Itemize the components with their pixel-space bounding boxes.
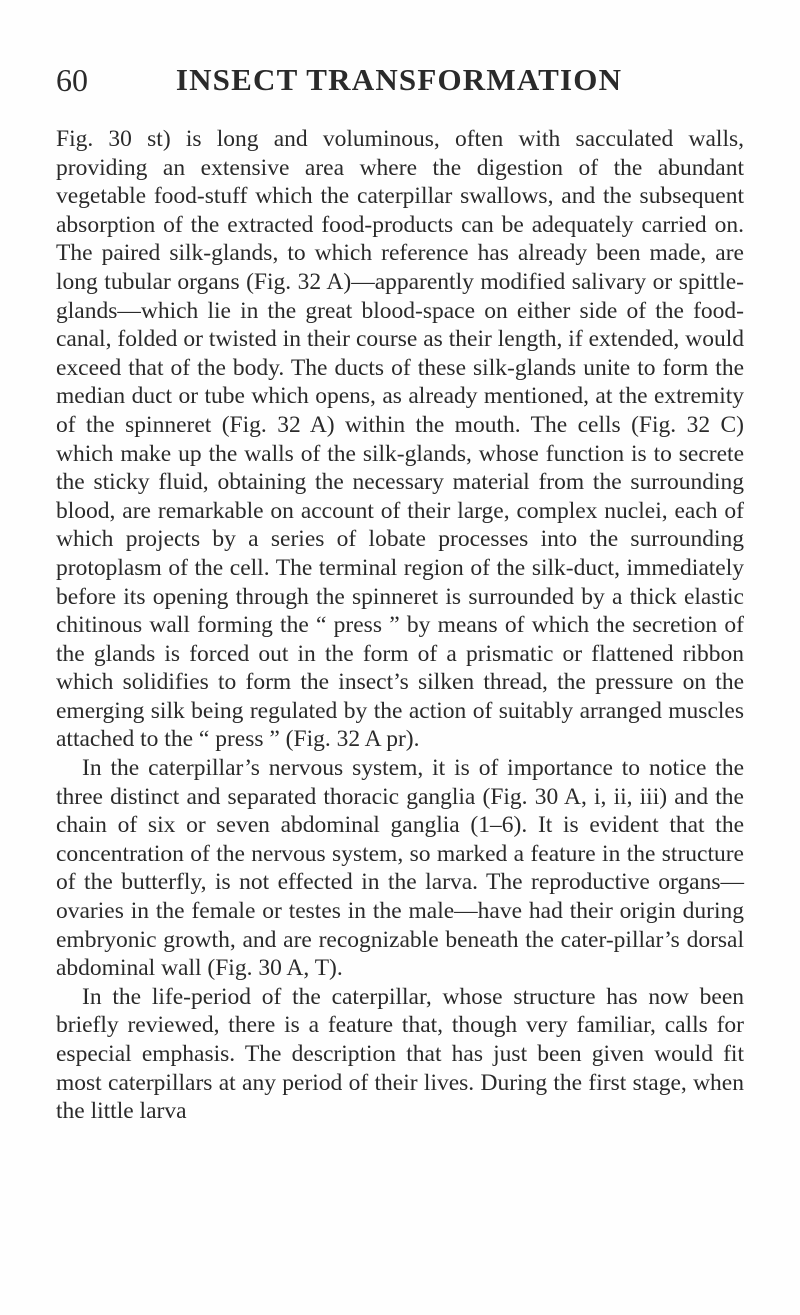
page-number: 60: [56, 62, 88, 98]
paragraph-nervous-system: In the caterpillar’s nervous system, it is of importance to notice the three distinct and separated thoracic ganglia (Fig. 30 A, i, ii, iii) and the chain of six or seven abdominal ganglia (1–6). It is evident that the concentration of the nervous system, so marked a feature in the structure of the butterfly, is not effected in the larva. The reproductive organs—ovaries in the female or testes in the male—have had their origin during embryonic growth, and are recognizable beneath the cater-pillar’s dorsal abdominal wall (Fig. 30 A, T).: [56, 755, 744, 982]
page-header: [56, 62, 742, 106]
paragraph-life-period: In the life-period of the caterpillar, whose structure has now been briefly reviewed, there is a feature that, though very familiar, calls for especial emphasis. The description that has just been given would fit most caterpillars at any period of their lives. During the first stage, when the little larva: [56, 983, 744, 1125]
paragraph-silk-glands: Fig. 30 st) is long and voluminous, often with sacculated walls, providing an extensive area where the digestion of the abundant vegetable food-stuff which the caterpillar swallows, and the subsequent absorption of the extracted food-products can be adequately carried on. The paired silk-glands, to which reference has already been made, are long tubular organs (Fig. 32 A)—apparently modified salivary or spittle-glands—which lie in the great blood-space on either side of the food-canal, folded or twisted in their course as their length, if extended, would exceed that of the body. The ducts of these silk-glands unite to form the median duct or tube which opens, as already mentioned, at the extremity of the spinneret (Fig. 32 A) within the mouth. The cells (Fig. 32 C) which make up the walls of the silk-glands, whose function is to secrete the sticky fluid, obtaining the necessary material from the surrounding blood, are remarkable on account of their large, complex nuclei, each of which projects by a series of lobate processes into the surrounding protoplasm of the cell. The terminal region of the silk-duct, immediately before its opening through the spinneret is surrounded by a thick elastic chitinous wall forming the “ press ” by means of which the secretion of the glands is forced out in the form of a prismatic or flattened ribbon which solidifies to form the insect’s silken thread, the pressure on the emerging silk being regulated by the action of suitably arranged muscles attached to the “ press ” (Fig. 32 A pr).: [56, 126, 744, 753]
running-head: INSECT TRANSFORMATION: [175, 62, 623, 97]
body-text: [56, 125, 744, 1126]
